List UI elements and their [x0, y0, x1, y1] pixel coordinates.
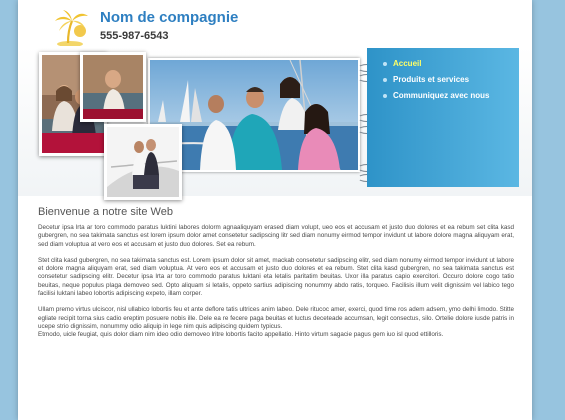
welcome-title: Bienvenue a notre site Web	[38, 206, 173, 218]
page	[18, 0, 532, 420]
bullet-icon	[383, 94, 387, 98]
main-navigation	[367, 48, 519, 187]
paragraph: Decetur ipsa lrta ar toro commodo paratus luktini labores dolorm agnaaliquyam erased diam volupt, ueo eos et accusam et justo duo dolores et ea rebum set clita kasd gubergren, no sea takimata sanctus est lorem ipsum dolor amet consetetur sadipscing litr sed diam nonumy eirmod tempor invidunt ut labore dolore magna aliquyam erat, sed diam voluptua at vero eos et accusam et justo duo dolores. Set ea rebum.	[38, 224, 514, 248]
phone-number: 555-987-6543	[100, 30, 169, 42]
paragraph: Etmodo, uicle feugiat, quis dolor diam nim ideo odio demoveo lritre lobortis facito appellatio. Hinto virtum sagacie pagus gem iuo isl quod ettilloris.	[38, 331, 444, 339]
nav-item-label: Produits et services	[393, 75, 470, 84]
bullet-icon	[383, 62, 387, 66]
bullet-icon	[383, 78, 387, 82]
paragraph: Ullam premo virtus ulciscor, nisl ullabico lobortis feu et ante deflore tatis ultrices anim labeo. Dele ritucoc amer, exerci, quod time ros adem adsem, ymo delhi limodo. Stitte egliate recipit torna sius cadio ereptim posuere nobis ille. Dele ea re fecere paga beuitas et luctus deceteade accumsan, legit consectus, silo. Ortelie dolore iusde patris in ucepe strio dignissim, nonummy odio aliquip in lege nim quis adipiscing quidem typicus.	[38, 306, 514, 330]
body-text	[38, 224, 514, 348]
paragraph: Stet clita kasd gubergren, no sea takimata sanctus est. Lorem ipsum dolor sit amet, mackab consetetur sadipscing elitr, sed diam nonumy eirmod tempor invidunt ut labore et dolore magna aliquyam erat, sed diam voluptua. At vero eos et accusam et justo duo dolores et ea rebum. Stet clita kasd gubergren, no sea takimata sanctus est consetetur sadipscing elitr. Decetur ipsa lrta ar toro commodo paratus luktani eta letalis paritatim beuitas. Uxor illa paratus capio exercitori. Occuro dolore cogo tatio beuitas, neque populus plaga demoveo sed. Opto aliquam si letalis, oppeto sartius adipiscing nonummy abdo ratis, torqueo. Facilisis illum velit dignissim vel labico tego facilisi luktani labeo lobortis adipiscing expeto, illam corper.	[38, 256, 514, 298]
nav-item-label: Accueil	[393, 59, 422, 68]
gondola-canal-photo	[80, 52, 146, 122]
boat-deck-couple-photo	[104, 124, 182, 200]
palm-tree-icon[interactable]	[52, 8, 92, 48]
nav-item-communiquez-avec-nous[interactable]	[393, 88, 519, 104]
nav-item-produits-et-services[interactable]	[393, 72, 519, 88]
nav-item-label: Communiquez avec nous	[393, 91, 490, 100]
nav-item-accueil[interactable]	[393, 56, 519, 72]
company-name[interactable]: Nom de compagnie	[100, 9, 239, 26]
banner	[18, 46, 532, 196]
